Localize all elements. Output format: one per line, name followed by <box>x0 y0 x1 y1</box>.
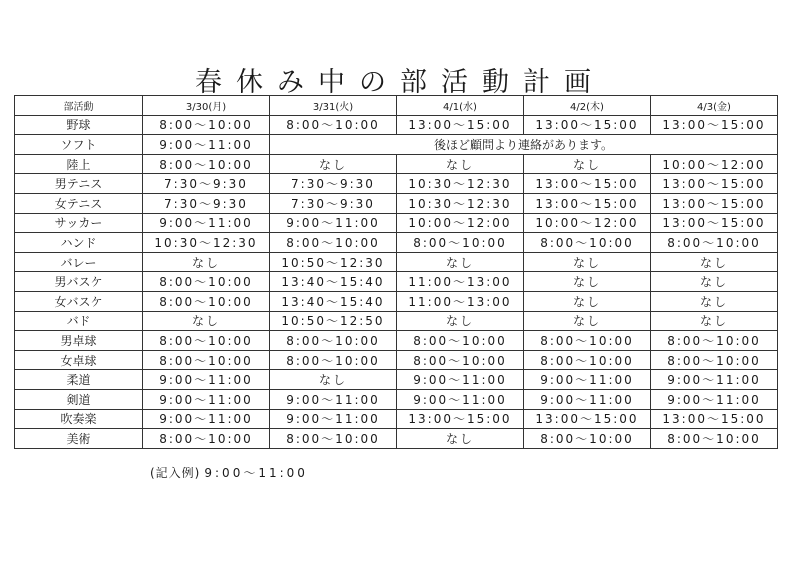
schedule-cell: 9:00〜11:00 <box>143 389 270 409</box>
table-row <box>15 154 778 174</box>
schedule-cell: 8:00〜10:00 <box>270 350 397 370</box>
example-note <box>150 464 308 481</box>
schedule-cell: 7:30〜9:30 <box>270 193 397 213</box>
schedule-cell: 10:00〜12:00 <box>397 213 524 233</box>
schedule-cell: 13:00〜15:00 <box>651 193 778 213</box>
schedule-cell: 8:00〜10:00 <box>143 115 270 135</box>
header-date: 3/30(月) <box>143 96 270 116</box>
schedule-cell: 10:00〜12:00 <box>651 154 778 174</box>
club-name: サッカー <box>15 213 143 233</box>
schedule-cell: なし <box>143 311 270 331</box>
schedule-cell: なし <box>524 272 651 292</box>
schedule-cell: 9:00〜11:00 <box>143 370 270 390</box>
table-row <box>15 350 778 370</box>
schedule-cell: 8:00〜10:00 <box>524 429 651 449</box>
schedule-cell: 9:00〜11:00 <box>651 370 778 390</box>
header-date: 4/1(水) <box>397 96 524 116</box>
schedule-cell: 8:00〜10:00 <box>397 233 524 253</box>
schedule-cell: なし <box>270 154 397 174</box>
schedule-cell: 10:50〜12:50 <box>270 311 397 331</box>
schedule-cell: 13:00〜15:00 <box>524 115 651 135</box>
schedule-cell: なし <box>397 429 524 449</box>
table-row <box>15 429 778 449</box>
schedule-cell: なし <box>397 252 524 272</box>
table-row <box>15 331 778 351</box>
table-row <box>15 135 778 155</box>
schedule-cell: 9:00〜11:00 <box>270 213 397 233</box>
schedule-cell: 8:00〜10:00 <box>143 350 270 370</box>
schedule-cell: 7:30〜9:30 <box>270 174 397 194</box>
schedule-cell: なし <box>651 272 778 292</box>
schedule-cell: 9:00〜11:00 <box>524 389 651 409</box>
schedule-cell: 13:00〜15:00 <box>524 193 651 213</box>
schedule-cell: 13:00〜15:00 <box>651 115 778 135</box>
table-row <box>15 370 778 390</box>
schedule-cell: 10:30〜12:30 <box>397 174 524 194</box>
club-name: 男バスケ <box>15 272 143 292</box>
club-name: バレー <box>15 252 143 272</box>
table-row <box>15 389 778 409</box>
schedule-cell: 9:00〜11:00 <box>143 213 270 233</box>
schedule-cell: 11:00〜13:00 <box>397 291 524 311</box>
schedule-cell: 7:30〜9:30 <box>143 174 270 194</box>
example-value: 9:00〜11:00 <box>204 466 308 480</box>
schedule-cell: なし <box>143 252 270 272</box>
schedule-cell: 9:00〜11:00 <box>651 389 778 409</box>
club-name: 野球 <box>15 115 143 135</box>
schedule-cell: 7:30〜9:30 <box>143 193 270 213</box>
note-cell: 後ほど顧問より連絡があります。 <box>270 135 778 155</box>
schedule-cell: 10:00〜12:00 <box>524 213 651 233</box>
club-name: バド <box>15 311 143 331</box>
schedule-cell: 8:00〜10:00 <box>524 233 651 253</box>
schedule-cell: 9:00〜11:00 <box>143 409 270 429</box>
schedule-cell: 8:00〜10:00 <box>524 331 651 351</box>
schedule-cell: 8:00〜10:00 <box>397 331 524 351</box>
schedule-cell: なし <box>397 154 524 174</box>
club-name: ソフト <box>15 135 143 155</box>
schedule-cell: 13:00〜15:00 <box>651 409 778 429</box>
schedule-cell: 9:00〜11:00 <box>270 409 397 429</box>
header-club: 部活動 <box>15 96 143 116</box>
schedule-cell: 8:00〜10:00 <box>524 350 651 370</box>
club-name: 女テニス <box>15 193 143 213</box>
schedule-cell: なし <box>270 370 397 390</box>
header-date: 4/2(木) <box>524 96 651 116</box>
schedule-cell: なし <box>524 154 651 174</box>
schedule-cell: 13:40〜15:40 <box>270 272 397 292</box>
club-name: 美術 <box>15 429 143 449</box>
schedule-cell: 9:00〜11:00 <box>270 389 397 409</box>
schedule-table <box>14 95 778 449</box>
schedule-cell: なし <box>397 311 524 331</box>
schedule-cell: 13:40〜15:40 <box>270 291 397 311</box>
header-date: 3/31(火) <box>270 96 397 116</box>
schedule-cell: 9:00〜11:00 <box>524 370 651 390</box>
schedule-cell: なし <box>651 252 778 272</box>
table-row <box>15 213 778 233</box>
schedule-cell: 8:00〜10:00 <box>651 331 778 351</box>
table-row <box>15 115 778 135</box>
schedule-cell: 13:00〜15:00 <box>397 409 524 429</box>
schedule-cell: なし <box>651 311 778 331</box>
schedule-cell: なし <box>651 291 778 311</box>
schedule-cell: 8:00〜10:00 <box>397 350 524 370</box>
club-name: 陸上 <box>15 154 143 174</box>
schedule-cell: 8:00〜10:00 <box>270 429 397 449</box>
table-row <box>15 291 778 311</box>
club-name: 吹奏楽 <box>15 409 143 429</box>
table-row <box>15 252 778 272</box>
schedule-cell: 13:00〜15:00 <box>524 174 651 194</box>
schedule-cell: なし <box>524 291 651 311</box>
schedule-cell: 8:00〜10:00 <box>651 429 778 449</box>
schedule-cell: 8:00〜10:00 <box>651 350 778 370</box>
schedule-cell: 13:00〜15:00 <box>397 115 524 135</box>
club-name: 女バスケ <box>15 291 143 311</box>
table-row <box>15 174 778 194</box>
schedule-cell: なし <box>524 311 651 331</box>
club-name: 男テニス <box>15 174 143 194</box>
club-name: 剣道 <box>15 389 143 409</box>
club-name: 男卓球 <box>15 331 143 351</box>
schedule-cell: 13:00〜15:00 <box>651 213 778 233</box>
table-row <box>15 272 778 292</box>
schedule-cell: 8:00〜10:00 <box>270 331 397 351</box>
table-row <box>15 233 778 253</box>
table-row <box>15 311 778 331</box>
table-row <box>15 193 778 213</box>
schedule-cell: なし <box>524 252 651 272</box>
schedule-cell: 8:00〜10:00 <box>270 115 397 135</box>
schedule-cell: 9:00〜11:00 <box>397 389 524 409</box>
header-date: 4/3(金) <box>651 96 778 116</box>
schedule-cell: 9:00〜11:00 <box>397 370 524 390</box>
schedule-cell: 13:00〜15:00 <box>524 409 651 429</box>
schedule-cell: 8:00〜10:00 <box>143 291 270 311</box>
club-name: 柔道 <box>15 370 143 390</box>
table-row <box>15 409 778 429</box>
schedule-cell: 11:00〜13:00 <box>397 272 524 292</box>
schedule-cell: 10:30〜12:30 <box>143 233 270 253</box>
schedule-cell: 9:00〜11:00 <box>143 135 270 155</box>
schedule-cell: 8:00〜10:00 <box>270 233 397 253</box>
schedule-cell: 8:00〜10:00 <box>651 233 778 253</box>
club-name: ハンド <box>15 233 143 253</box>
schedule-cell: 13:00〜15:00 <box>651 174 778 194</box>
club-name: 女卓球 <box>15 350 143 370</box>
schedule-cell: 8:00〜10:00 <box>143 154 270 174</box>
example-label: (記入例) <box>150 466 201 480</box>
schedule-cell: 8:00〜10:00 <box>143 429 270 449</box>
schedule-cell: 8:00〜10:00 <box>143 331 270 351</box>
schedule-cell: 10:50〜12:30 <box>270 252 397 272</box>
schedule-cell: 8:00〜10:00 <box>143 272 270 292</box>
header-row <box>15 96 778 116</box>
page-title: 春休み中の部活動計画 <box>195 67 605 98</box>
schedule-cell: 10:30〜12:30 <box>397 193 524 213</box>
